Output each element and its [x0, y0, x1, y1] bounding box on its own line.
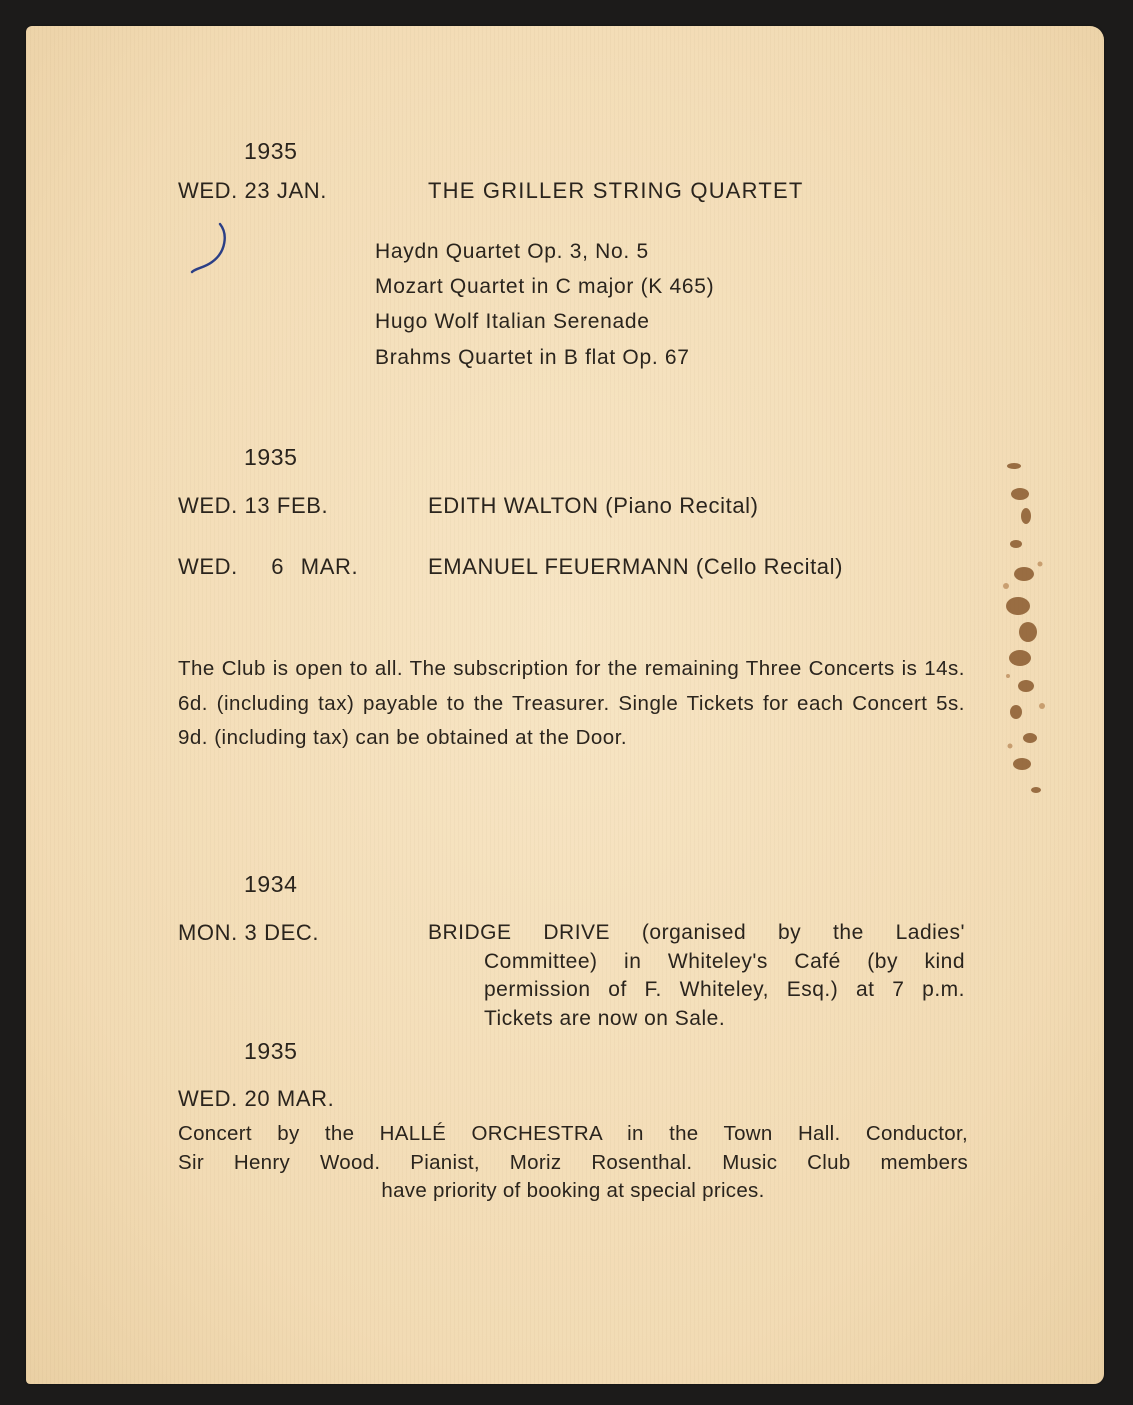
bridge-line: Committee) in Whiteley's Café (by kind — [484, 949, 965, 973]
event-date-feuermann: WED. 6 MAR. — [178, 554, 359, 579]
bridge-line: BRIDGE DRIVE (organised by the Ladies' — [428, 921, 965, 944]
bridge-line: permission of F. Whiteley, Esq.) at 7 p.m. — [484, 978, 965, 1001]
year-heading-2: 1935 — [244, 444, 298, 470]
year-heading-1: 1935 — [244, 138, 298, 164]
performer-griller: THE GRILLER STRING QUARTET — [428, 178, 804, 203]
halle-concert-text — [178, 1120, 968, 1206]
programme-item: Mozart Quartet in C major (K 465) — [375, 275, 715, 298]
subscription-note: The Club is open to all. The subscription for the remaining Three Concerts is 14s. 6d. (including tax) payable to the Treasurer. Single Tickets for each Concert 5s. 9d. (including tax) can be obtained at the Door. — [178, 657, 965, 749]
programme-item: Haydn Quartet Op. 3, No. 5 — [375, 240, 649, 263]
halle-line: Sir Henry Wood. Pianist, Moriz Rosenthal. Music Club members — [178, 1150, 968, 1174]
halle-line: have priority of booking at special prices. — [381, 1179, 765, 1202]
stain-mark-icon — [996, 446, 1056, 816]
programme-page — [26, 26, 1104, 1384]
bridge-line: Tickets are now on Sale. — [484, 1006, 726, 1030]
event-date-bridge: MON. 3 DEC. — [178, 920, 320, 945]
halle-line: Concert by the HALLÉ ORCHESTRA in the Town Hall. Conductor, — [178, 1122, 968, 1145]
programme-item: Hugo Wolf Italian Serenade — [375, 310, 650, 333]
event-date-walton: WED. 13 FEB. — [178, 493, 329, 518]
bridge-drive-text — [428, 919, 965, 1033]
event-date-halle: WED. 20 MAR. — [178, 1086, 335, 1111]
year-heading-3: 1934 — [244, 871, 298, 897]
performer-feuermann: EMANUEL FEUERMANN (Cello Recital) — [428, 554, 844, 579]
pen-mark-icon — [188, 222, 248, 282]
performer-walton: EDITH WALTON (Piano Recital) — [428, 493, 759, 518]
programme-item: Brahms Quartet in B flat Op. 67 — [375, 346, 690, 369]
year-heading-4: 1935 — [244, 1038, 298, 1064]
event-date-griller: WED. 23 JAN. — [178, 178, 328, 203]
